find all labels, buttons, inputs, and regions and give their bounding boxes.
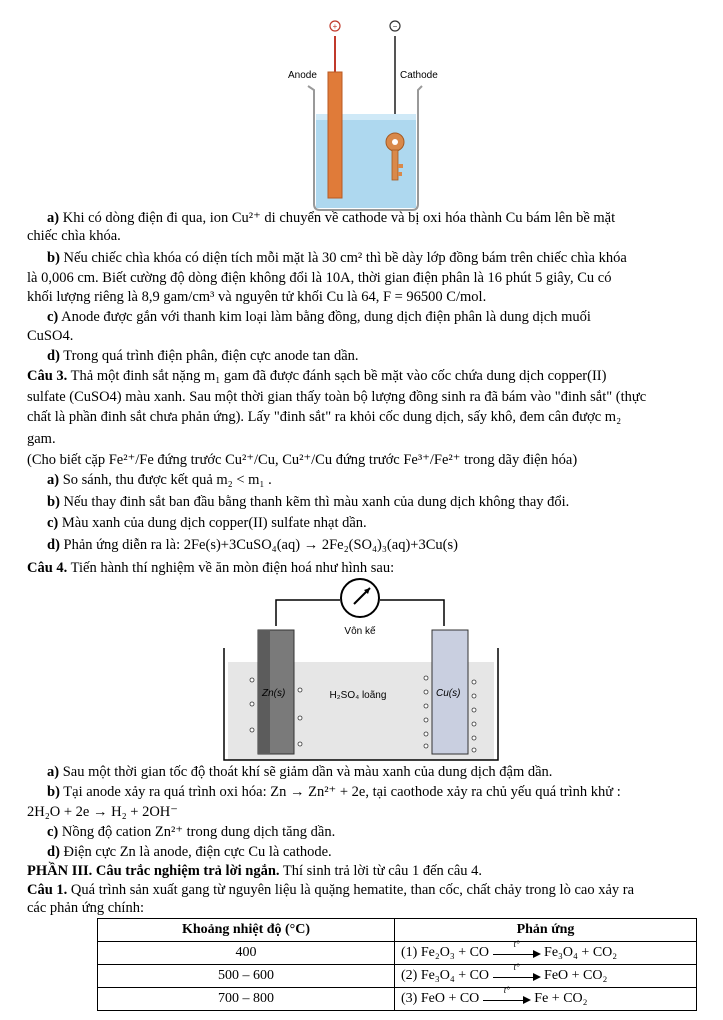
heat-arrow-icon: t° bbox=[493, 969, 541, 983]
temp-cell: 700 – 800 bbox=[98, 988, 395, 1011]
electroplating-figure bbox=[280, 14, 450, 214]
zn-label: Zn(s) bbox=[262, 688, 286, 699]
q2-statement-a: a) Khi có dòng điện đi qua, ion Cu²⁺ di chuyển về cathode và bị oxi hóa thành Cu bám lên bề mặt bbox=[47, 210, 616, 226]
q2-statement-b-cont1: là 0,006 cm. Biết cường độ dòng điện không đổi là 10A, thời gian điện phân là 16 phút 5 giây, Cu có bbox=[27, 270, 612, 286]
minus-sign: − bbox=[392, 22, 398, 31]
heat-arrow-icon: t° bbox=[493, 946, 541, 960]
q3-stem-3: chất là phần đinh sắt chưa phản ứng). Lấy "đinh sắt" ra khỏi cốc dung dịch, sấy khô, đem cân được m₂ bbox=[27, 409, 622, 425]
reaction-cell: (3) FeO + CO t° Fe + CO₂ bbox=[395, 988, 697, 1011]
p3q1-stem-2: các phản ứng chính: bbox=[27, 900, 144, 916]
temp-cell: 500 – 600 bbox=[98, 965, 395, 988]
q4-statement-b: b) Tại anode xảy ra quá trình oxi hóa: Zn → Zn²⁺ + 2e, tại caothode xảy ra chủ yếu quá trình khử : bbox=[47, 784, 621, 800]
q4-statement-b-cont: 2H₂O + 2e → H₂ + 2OH⁻ bbox=[27, 804, 178, 820]
q4-statement-a: a) Sau một thời gian tốc độ thoát khí sẽ giảm dần và màu xanh của dung dịch đậm dần. bbox=[47, 764, 553, 780]
cathode-label: Cathode bbox=[400, 70, 438, 81]
q3-statement-a: a) So sánh, thu được kết quả m₂ < m₁ . bbox=[47, 472, 272, 488]
header-temperature: Khoảng nhiệt độ (°C) bbox=[98, 919, 395, 942]
q2-statement-b-cont2: khối lượng riêng là 8,9 gam/cm³ và nguyên tử khối Cu là 64, F = 96500 C/mol. bbox=[27, 289, 487, 305]
voltmeter-label: Vôn kế bbox=[344, 626, 376, 637]
q3-stem-1: Câu 3. Thả một đinh sắt nặng m₁ gam đã được đánh sạch bề mặt vào cốc chứa dung dịch copper(II) bbox=[27, 368, 607, 384]
temp-cell: 400 bbox=[98, 942, 395, 965]
q2-statement-c: c) Anode được gắn với thanh kim loại làm bằng đồng, dung dịch điện phân là dung dịch muối bbox=[47, 309, 591, 325]
reaction-table bbox=[97, 918, 697, 1011]
reaction-cell: (2) Fe₃O₄ + CO t° FeO + CO₂ bbox=[395, 965, 697, 988]
plus-sign: + bbox=[332, 22, 338, 31]
header-reaction: Phản ứng bbox=[395, 919, 697, 942]
solution-label: H₂SO₄ loãng bbox=[329, 690, 387, 701]
q2-statement-c-cont: CuSO4. bbox=[27, 328, 74, 344]
p3q1-stem-1: Câu 1. Quá trình sản xuất gang từ nguyên liệu là quặng hematite, than cốc, chất chảy trong lò cao xảy ra bbox=[27, 882, 635, 898]
part3-heading: PHẦN III. Câu trắc nghiệm trả lời ngắn. Thí sinh trả lời từ câu 1 đến câu 4. bbox=[27, 863, 483, 879]
table-row bbox=[98, 965, 697, 988]
q2-statement-d: d) Trong quá trình điện phân, điện cực anode tan dần. bbox=[47, 348, 359, 364]
q3-statement-b: b) Nếu thay đinh sắt ban đầu bằng thanh kẽm thì màu xanh của dung dịch không thay đổi. bbox=[47, 494, 570, 510]
table-row bbox=[98, 942, 697, 965]
q4-statement-d: d) Điện cực Zn là anode, điện cực Cu là cathode. bbox=[47, 844, 332, 860]
q4-statement-c: c) Nồng độ cation Zn²⁺ trong dung dịch tăng dần. bbox=[47, 824, 336, 840]
corrosion-cell-figure bbox=[218, 578, 504, 762]
table-row bbox=[98, 988, 697, 1011]
heat-arrow-icon: t° bbox=[483, 992, 531, 1006]
q2-statement-a-cont: chiếc chìa khóa. bbox=[27, 228, 121, 244]
cu-label: Cu(s) bbox=[436, 688, 461, 699]
q3-note: (Cho biết cặp Fe²⁺/Fe đứng trước Cu²⁺/Cu, Cu²⁺/Cu đứng trước Fe³⁺/Fe²⁺ trong dãy điện hóa) bbox=[27, 452, 578, 468]
anode-label: Anode bbox=[288, 70, 317, 81]
q4-stem: Câu 4. Tiến hành thí nghiệm về ăn mòn điện hoá như hình sau: bbox=[27, 560, 395, 576]
q3-stem-4: gam. bbox=[27, 431, 56, 447]
q3-statement-c: c) Màu xanh của dung dịch copper(II) sulfate nhạt dần. bbox=[47, 515, 367, 531]
q3-statement-d: d) Phản ứng diễn ra là: 2Fe(s)+3CuSO₄(aq) → 2Fe₂(SO₄)₃(aq)+3Cu(s) bbox=[47, 537, 458, 553]
table-header-row bbox=[98, 919, 697, 942]
q2-statement-b: b) Nếu chiếc chìa khóa có diện tích mỗi mặt là 30 cm² thì bề dày lớp đồng bám trên chiếc chìa khóa bbox=[47, 250, 627, 266]
q3-stem-2: sulfate (CuSO4) màu xanh. Sau một thời gian thấy toàn bộ lượng đồng sinh ra đã bám vào "đinh sắt" (thực bbox=[27, 389, 647, 405]
reaction-cell: (1) Fe₂O₃ + CO t° Fe₃O₄ + CO₂ bbox=[395, 942, 697, 965]
